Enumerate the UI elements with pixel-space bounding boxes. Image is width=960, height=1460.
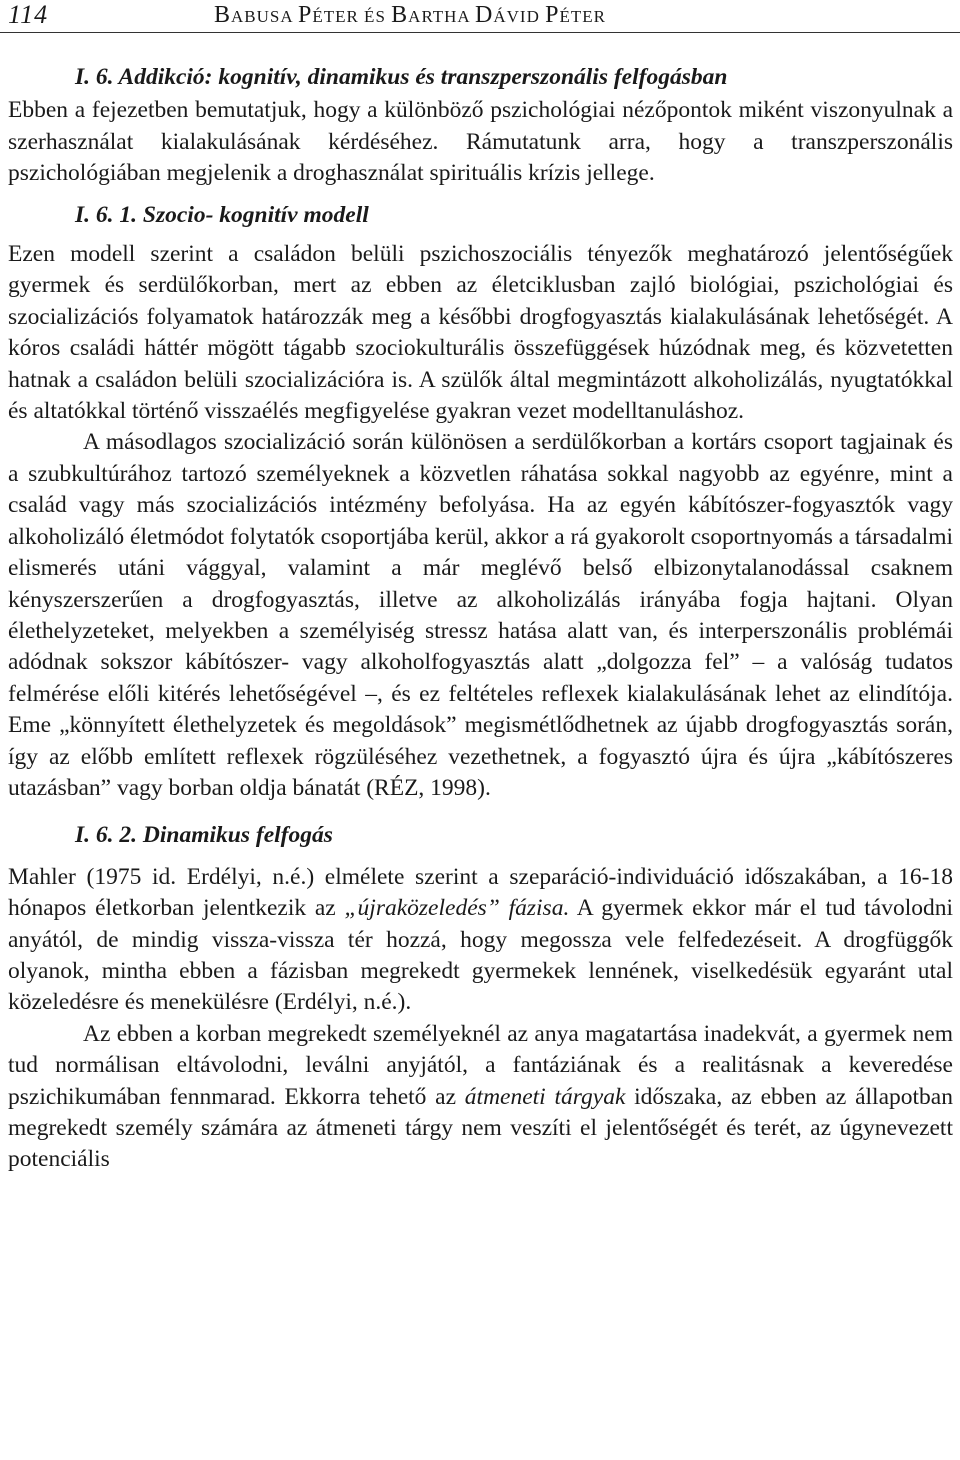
author-smallcaps: ÁVID — [493, 7, 546, 26]
author-initial: D — [475, 2, 494, 28]
author-smallcaps: ABUSA — [231, 7, 298, 26]
intro-paragraph: Ebben a fejezetben bemutatjuk, hogy a különböző pszichológiai nézőpontok miként viszonyulnak a szerhasználat kialakulásának kérdéséhez. Rámutatunk arra, hogy a transzperszonális pszichológiában megjelenik a droghasználat spirituális krízis jellege. — [8, 97, 953, 187]
running-head-authors — [214, 2, 606, 29]
text-run: időszaka, az ebben az állapotban megrekedt személy számára az átmeneti tárgy nem veszíti el jelentőségét és terét, az úgynevezett potenciális — [8, 1083, 953, 1173]
body-paragraph — [8, 1019, 953, 1176]
body-paragraph: A másodlagos szocializáció során különösen a serdülőkorban a kortárs csoport tagjainak és a szubkultúrához tartozó személyeknek a közvetlen ráhatása sokkal nagyobb az egyénre, mint a család vagy más szocializációs intézmény befolyása. Ha az egyén kábítószer-fogyasztók vagy alkoholizáló életmódot folytatók csoportjába kerül, akkor a rá gyakorolt csoportnyomás a társadalmi elismerés utáni vággyal, valamint a már meglévő belső elbizonytalanodással csaknem kényszerszerűen a drogfogyasztás, illetve az alkoholizálás irányába fogja hajtani. Olyan élethelyzeteket, melyekben a személyiség stressz hatása alatt van, és interperszonális problémái adódnak sokszor kábítószer- vagy alkoholfogyasztás alatt „dolgozza fel” – a valóság tudatos felmérése előli kitérés lehetőségével –, és ez feltételes reflexek kialakulásának lehet az elindítója. Eme „könnyített élethelyzetek és megoldások” megismétlődhetnek az újabb drogfogyasztás során, így az előbb említett reflexek rögzüléséhez vezethetnek, a fogyasztó újra és újra „kábítószeres utazásban” vagy borban oldja bánatát (RÉZ, 1998). — [8, 429, 953, 801]
author-initial: B — [214, 2, 232, 28]
author-initial: P — [297, 2, 313, 28]
author-initial: P — [545, 2, 560, 28]
italic-term: átmeneti tárgyak — [464, 1083, 626, 1110]
text-run: A gyermek ekkor már el tud távolodni anyától, de mindig vissza-vissza tér hozzá, hogy megossza vele felfedezéseit. A drogfüggők olyanok, mintha ebben a fázisban megrekedt gyermekek lennének, viselkedésük egyaránt utal közeledésre és menekülésre (Erdélyi, n.é.). — [8, 895, 954, 1016]
page-number: 114 — [8, 0, 49, 29]
body-paragraph: Ezen modell szerint a családon belüli pszichoszociális tényezők meghatározó jelentőségűek gyermek és serdülőkorban, mert az ebben az életciklusban zajló biológiai, pszichológiai és szocializációs folyamatok határozzák meg a későbbi drogfogyasztás kialakulásának lehetőségét. A kóros családi háttér mögött tágabb szociokulturális összefüggések húzódnak meg, és közvetetten hatnak a családon belüli szocializációra is. A szülők által megmintázott alkoholizálás, nyugtatókkal és altatókkal történő visszaélés megfigyelése gyakran vezet modelltanuláshoz. — [8, 241, 953, 425]
page-body — [8, 62, 953, 1176]
italic-term: „újraközeledés” fázisa. — [344, 895, 570, 922]
author-initial: B — [391, 2, 409, 28]
author-smallcaps: ARTHA — [408, 7, 476, 26]
section-heading-dynamic: I. 6. 2. Dinamikus felfogás — [75, 822, 333, 849]
text-run: Mahler (1975 id. Erdélyi, n.é.) elmélete szerint a szeparáció-individuáció időszakában, a 16-18 hónapos életkorban jelentkezik az — [8, 863, 953, 922]
author-smallcaps: ÉTER ÉS — [312, 7, 392, 26]
body-paragraph — [8, 862, 953, 1019]
section-heading-socio-cognitive: I. 6. 1. Szocio- kognitív modell — [75, 201, 369, 228]
running-header — [0, 0, 960, 33]
section-heading-main: I. 6. Addikció: kognitív, dinamikus és transzperszonális felfogásban — [75, 64, 728, 90]
text-run: Az ebben a korban megrekedt személyeknél az anya magatartása inadekvát, a gyermek nem tud normálisan eltávolodni, leválni anyjától, a fantáziának és a realitásnak a keveredése pszichikumában fennmarad. Ekkorra tehető az — [8, 1020, 953, 1110]
author-smallcaps: ÉTER — [559, 7, 606, 26]
